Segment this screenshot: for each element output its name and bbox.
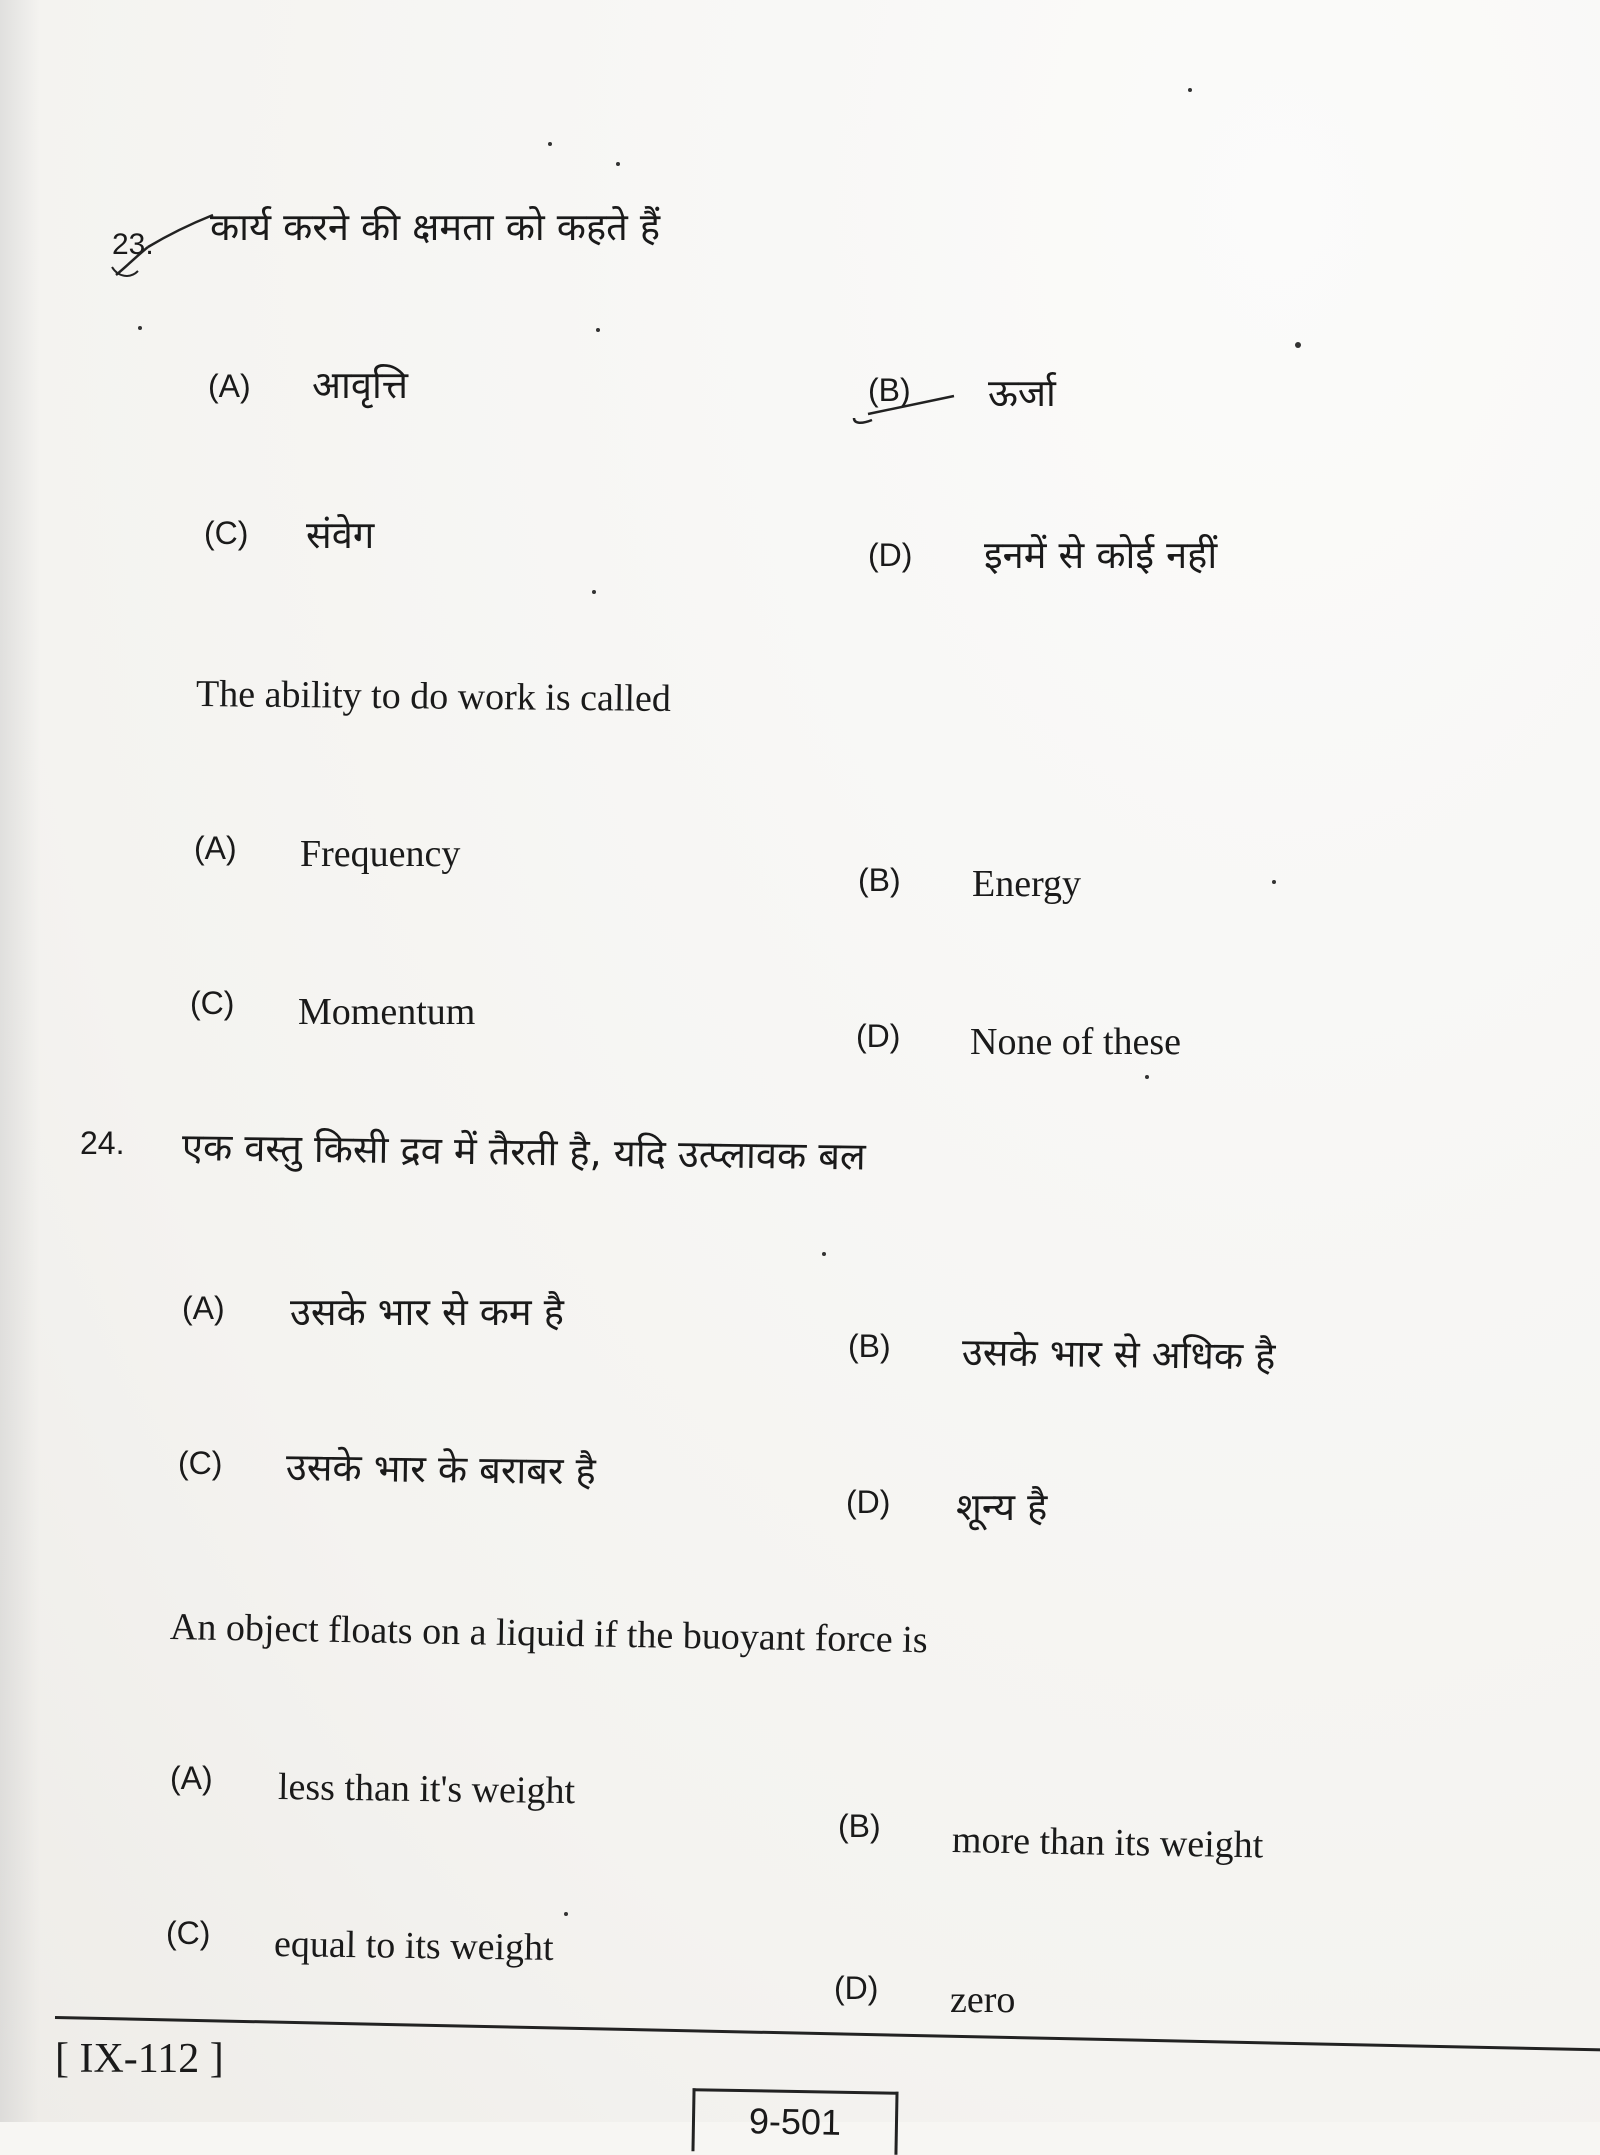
q24-english-option-b-label: (B) <box>838 1808 881 1844</box>
q23-english-option-c-label: (C) <box>190 985 235 1021</box>
q23-hindi-option-a-label: (A) <box>208 368 251 404</box>
q24-english-option-c-text: equal to its weight <box>273 1923 554 1969</box>
speck <box>616 162 620 166</box>
speck <box>1145 1075 1149 1079</box>
question-24-english-text: An object floats on a liquid if the buoyant force is <box>169 1606 928 1662</box>
question-23-number: 23. <box>112 228 154 261</box>
q23-hindi-option-c-text: संवेग <box>306 513 375 557</box>
q24-english-option-d-text: zero <box>950 1979 1016 2021</box>
q23-english-option-b-text: Energy <box>972 863 1082 905</box>
q23-english-option-b-label: (B) <box>858 862 901 898</box>
q24-hindi-option-a-label: (A) <box>182 1290 225 1326</box>
q23-hindi-option-b-text: ऊर्जा <box>988 371 1056 415</box>
speck <box>1295 342 1301 348</box>
q23-hindi-option-b-label: (B) <box>868 372 911 408</box>
q24-english-option-a-text: less than it's weight <box>277 1766 576 1813</box>
q24-english-option-a-label: (A) <box>170 1760 213 1796</box>
q23-english-option-a-text: Frequency <box>300 833 461 875</box>
q24-hindi-option-c-label: (C) <box>178 1445 223 1481</box>
q23-hindi-option-c-label: (C) <box>204 515 249 551</box>
q23-english-option-a-label: (A) <box>194 830 237 866</box>
page-code: 9-501 <box>748 2100 842 2143</box>
paper-code: [ IX-112 ] <box>55 2036 224 2082</box>
q23-english-option-d-label: (D) <box>856 1018 901 1054</box>
q23-hindi-option-d-label: (D) <box>868 537 913 573</box>
q24-english-option-c-label: (C) <box>166 1915 211 1951</box>
question-24-hindi-text: एक वस्तु किसी द्रव में तैरती है, यदि उत्प्लावक बल <box>181 1125 867 1179</box>
speck <box>1188 88 1192 92</box>
speck <box>548 142 552 146</box>
speck <box>592 590 596 594</box>
q24-hindi-option-c-text: उसके भार के बराबर है <box>285 1445 597 1494</box>
question-23-english-text: The ability to do work is called <box>195 673 672 720</box>
speck <box>564 1912 568 1916</box>
q23-hindi-option-d-text: इनमें से कोई नहीं <box>984 533 1218 577</box>
q24-hindi-option-a-text: उसके भार से कम है <box>290 1290 564 1334</box>
q24-english-option-d-label: (D) <box>834 1970 879 2006</box>
footer-rule <box>55 2016 1600 2052</box>
q23-hindi-option-a-text: आवृत्ति <box>312 363 409 407</box>
q24-hindi-option-b-text: उसके भार से अधिक है <box>961 1330 1276 1379</box>
q23-english-option-c-text: Momentum <box>298 991 476 1033</box>
speck <box>1272 880 1276 884</box>
q24-hindi-option-b-label: (B) <box>848 1328 891 1364</box>
speck <box>138 326 142 330</box>
speck <box>596 328 600 332</box>
question-24-number: 24. <box>80 1125 125 1161</box>
q24-hindi-option-d-text: शून्य है <box>956 1485 1048 1529</box>
q24-hindi-option-d-label: (D) <box>846 1484 891 1520</box>
question-23-hindi-text: कार्य करने की क्षमता को कहते हैं <box>210 205 661 249</box>
q24-english-option-b-text: more than its weight <box>951 1819 1264 1867</box>
speck <box>822 1252 826 1256</box>
q23-english-option-d-text: None of these <box>970 1021 1182 1063</box>
